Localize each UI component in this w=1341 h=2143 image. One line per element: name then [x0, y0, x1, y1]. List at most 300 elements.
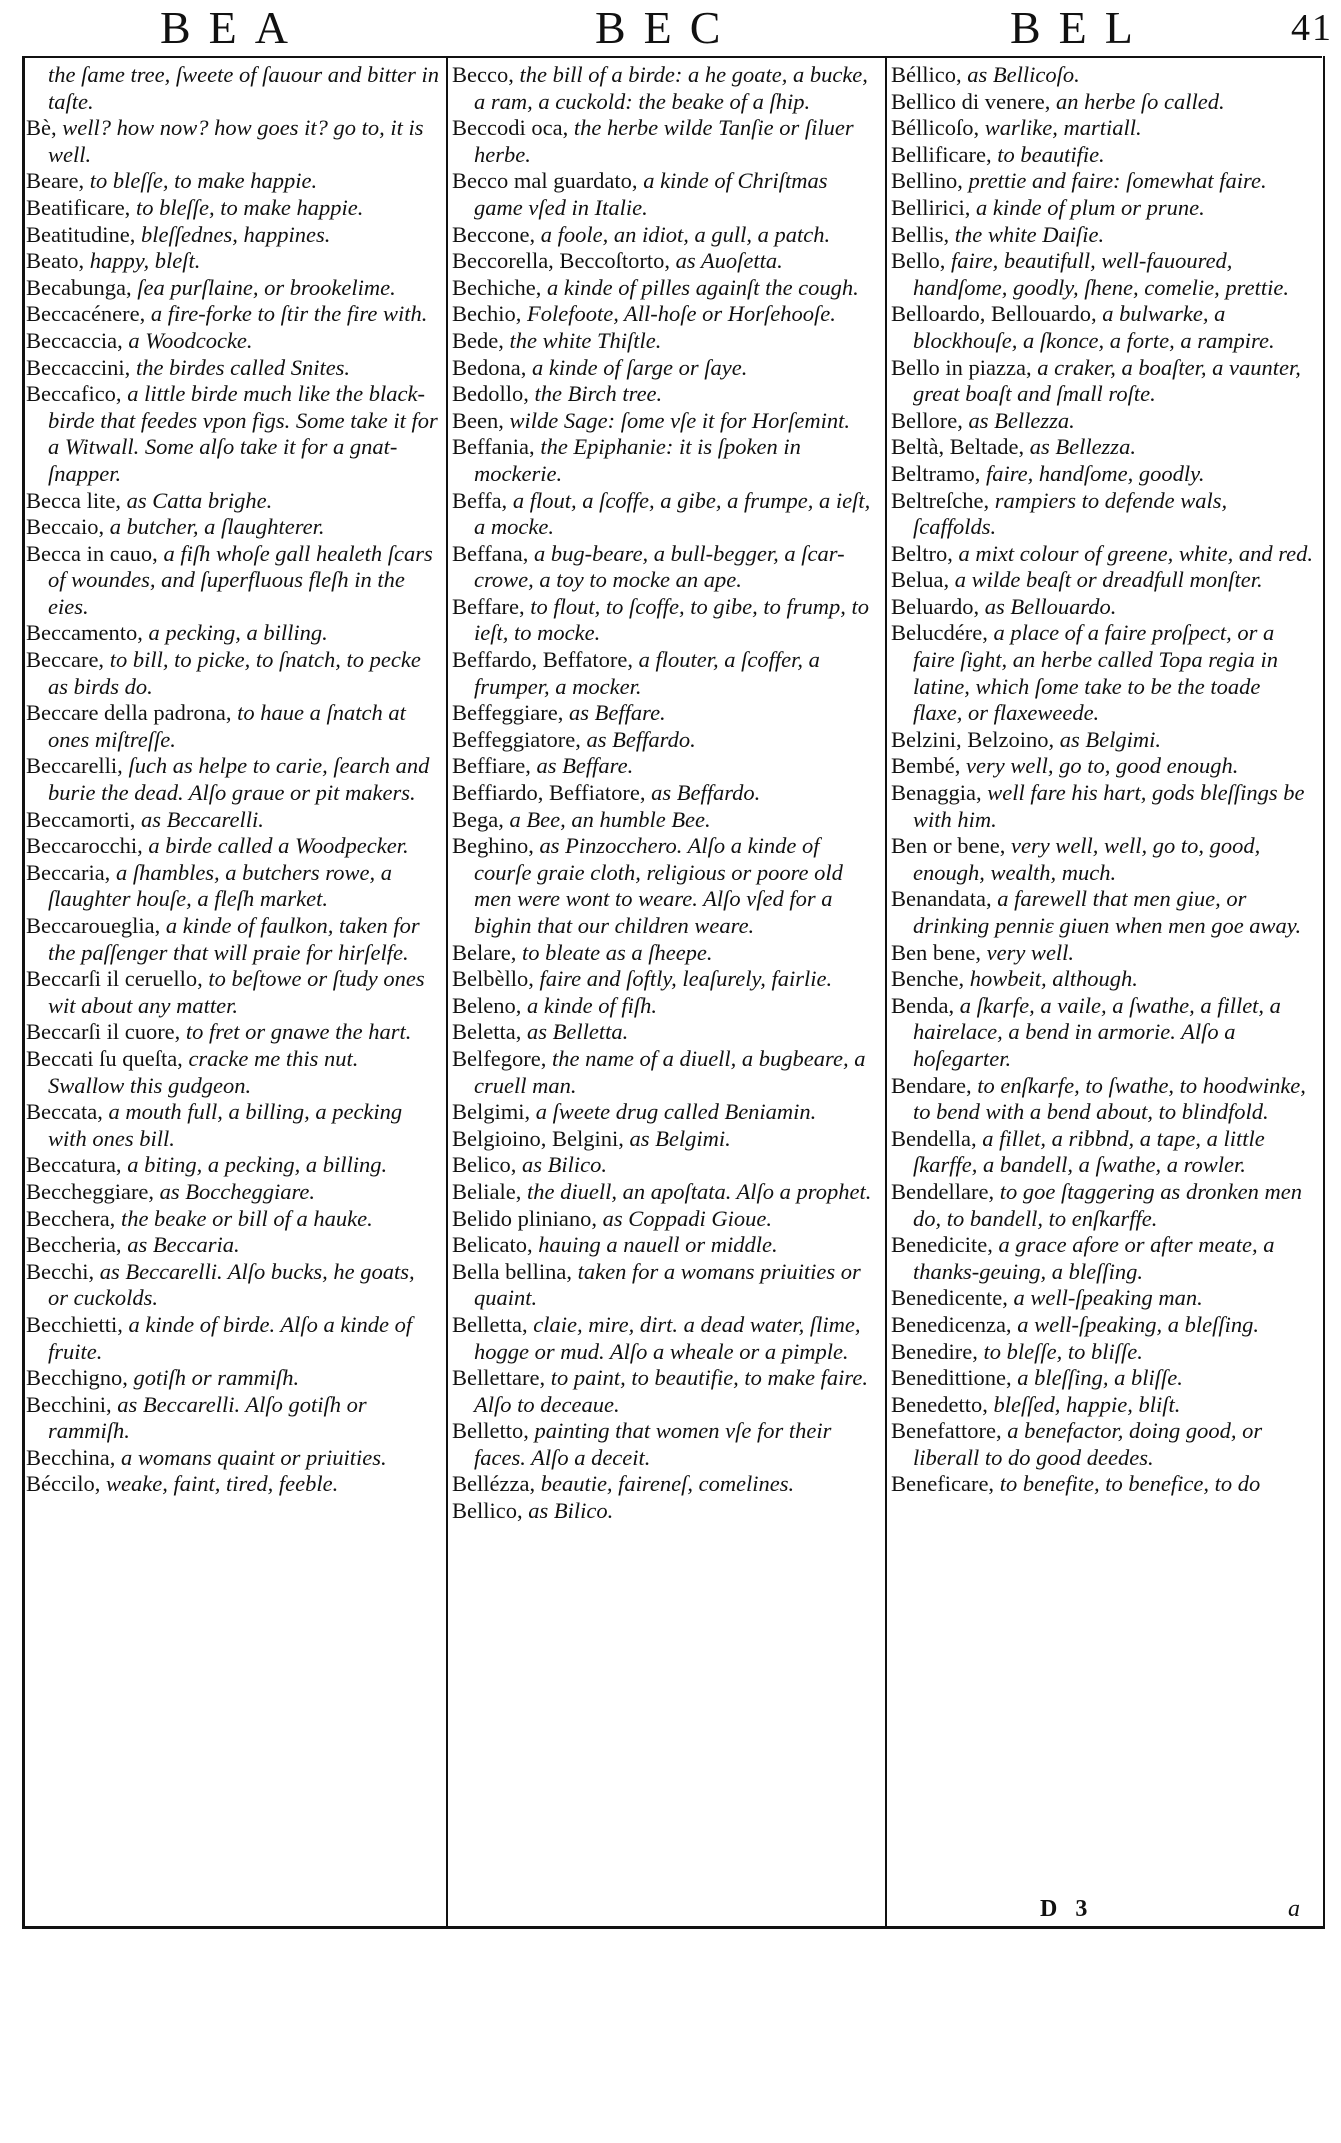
entry-headword: Belzini, Belzoino, — [891, 726, 1055, 752]
entry-headword: Bè, — [26, 115, 57, 141]
entry-headword: Bendare, — [891, 1072, 972, 1098]
entry-headword: Bellirici, — [891, 194, 971, 220]
column-2 — [452, 62, 880, 1525]
entry-headword: Beghino, — [452, 833, 534, 859]
dictionary-entry — [26, 833, 440, 860]
entry-definition: to paint, to beautifie, to make faire. Alſo to deceaue. — [474, 1365, 868, 1417]
entry-definition: rampiers to defende wals, ſcaffolds. — [913, 487, 1228, 540]
entry-headword: Benedetto, — [891, 1391, 988, 1417]
entry-definition: gotiſh or rammiſh. — [133, 1365, 300, 1391]
entry-headword: Beccamento, — [26, 620, 143, 646]
entry-definition: the Birch tree. — [534, 381, 663, 407]
entry-headword: Bendellare, — [891, 1178, 995, 1204]
entry-headword: Béccilo, — [26, 1471, 101, 1497]
entry-definition: a mouth full, a billing, a pecking with ones bill. — [48, 1099, 403, 1151]
dictionary-entry — [891, 461, 1315, 488]
entry-definition: to goe ſtaggering as dronken men do, to bandell, to enſkarffe. — [913, 1178, 1302, 1231]
dictionary-entry — [891, 115, 1315, 142]
dictionary-entry — [452, 301, 880, 328]
entry-definition: a biting, a pecking, a billing. — [127, 1152, 388, 1178]
entry-headword: Beltro, — [891, 540, 953, 566]
entry-headword: Belletto, — [452, 1418, 529, 1444]
entry-definition: a pecking, a billing. — [148, 620, 328, 646]
entry-headword: Bellettare, — [452, 1365, 546, 1391]
dictionary-entry — [26, 514, 440, 541]
entry-headword: Beleno, — [452, 992, 522, 1018]
dictionary-entry — [452, 434, 880, 487]
entry-definition: as Bellouardo. — [984, 593, 1117, 619]
dictionary-entry — [891, 567, 1315, 594]
entry-definition: as Boccheggiare. — [159, 1178, 316, 1204]
column-3 — [891, 62, 1315, 1498]
entry-definition: to bill, to picke, to ſnatch, to pecke as birds do. — [48, 647, 421, 699]
entry-headword: Beccarſi il cuore, — [26, 1019, 181, 1045]
entry-definition: well? how now? how goes it? go to, it is well. — [48, 115, 424, 167]
entry-definition: to bleate as a ſheepe. — [521, 939, 713, 965]
entry-definition: a kinde of ſarge or ſaye. — [531, 354, 748, 380]
entry-headword: Benda, — [891, 992, 955, 1018]
entry-headword: Beccaio, — [26, 514, 105, 540]
entry-definition: the birdes called Snites. — [135, 354, 351, 380]
signature-mark: D 3 — [1040, 1896, 1094, 1922]
column-1 — [26, 62, 440, 1498]
entry-headword: Belicato, — [452, 1232, 533, 1258]
dictionary-entry — [26, 1471, 440, 1498]
dictionary-entry — [891, 833, 1315, 886]
entry-headword: Belfegore, — [452, 1045, 547, 1071]
entry-headword: Ben or bene, — [891, 833, 1006, 859]
dictionary-entry — [26, 1365, 440, 1392]
dictionary-entry — [891, 753, 1315, 780]
dictionary-entry — [452, 647, 880, 700]
dictionary-entry — [26, 966, 440, 1019]
entry-definition: as Auoſetta. — [675, 248, 783, 274]
entry-definition: a Bee, an humble Bee. — [509, 806, 711, 832]
dictionary-entry — [452, 966, 880, 993]
dictionary-entry — [26, 647, 440, 700]
header-col3: BEL — [1010, 2, 1151, 53]
entry-definition: a place of a faire proſpect, or a faire ſight, an herbe called Topa regia in latine, which ſome take to be the toade flaxe, or flaxeweede. — [913, 620, 1278, 726]
entry-headword: Beccarelli, — [26, 753, 123, 779]
entry-headword: Beliale, — [452, 1178, 522, 1204]
entry-definition: to bleſſe, to bliſſe. — [983, 1338, 1143, 1364]
entry-definition: a farewell that men giue, or drinking penniε giuen when men goe away. — [913, 886, 1302, 938]
entry-definition: warlike, martiall. — [984, 115, 1142, 141]
dictionary-entry — [452, 1019, 880, 1046]
dictionary-entry — [891, 1232, 1315, 1285]
entry-definition: a birde called a Woodpecker. — [148, 833, 409, 859]
dictionary-entry — [891, 434, 1315, 461]
entry-headword: Bellico, — [452, 1498, 523, 1524]
entry-definition: to benefite, to benefice, to do — [999, 1471, 1261, 1497]
entry-definition: weake, faint, tired, feeble. — [105, 1471, 339, 1497]
dictionary-entry — [452, 1312, 880, 1365]
dictionary-entry — [452, 1206, 880, 1233]
entry-headword: Beltramo, — [891, 460, 981, 486]
dictionary-entry — [26, 1392, 440, 1445]
entry-headword: Benche, — [891, 966, 965, 992]
dictionary-entry — [26, 1445, 440, 1472]
entry-definition: the beake or bill of a hauke. — [120, 1205, 373, 1231]
dictionary-entry — [26, 168, 440, 195]
dictionary-entry — [891, 541, 1315, 568]
dictionary-entry — [891, 1073, 1315, 1126]
dictionary-entry — [26, 275, 440, 302]
dictionary-entry — [452, 700, 880, 727]
entry-headword: Beccamorti, — [26, 806, 136, 832]
dictionary-entry — [26, 62, 440, 115]
entry-headword: Beare, — [26, 168, 85, 194]
entry-definition: a fiſh whoſe gall healeth ſcars of woundes, and ſuperfluous fleſh in the eies. — [48, 540, 433, 619]
dictionary-entry — [452, 780, 880, 807]
entry-headword: Beccaccia, — [26, 327, 123, 353]
entry-definition: as Beffare. — [569, 700, 666, 726]
entry-headword: Becca lite, — [26, 487, 121, 513]
entry-headword: Beneficare, — [891, 1471, 995, 1497]
entry-definition: hauing a nauell or middle. — [538, 1232, 778, 1258]
dictionary-entry — [891, 993, 1315, 1073]
entry-headword: Becco, — [452, 62, 514, 87]
dictionary-entry — [452, 833, 880, 939]
entry-definition: ſea purſlaine, or brookelime. — [137, 274, 396, 300]
entry-definition: a ſkarfe, a vaile, a ſwathe, a fillet, a hairelace, a bend in armorie. Alſo a hoſegarter. — [913, 992, 1281, 1071]
dictionary-entry — [891, 142, 1315, 169]
dictionary-entry — [26, 248, 440, 275]
entry-headword: Bellico di venere, — [891, 88, 1051, 114]
entry-definition: to enſkarfe, to ſwathe, to hoodwinke, to bend with a bend about, to blindfold. — [913, 1072, 1306, 1125]
dictionary-entry — [452, 1179, 880, 1206]
entry-definition: as Bellezza. — [968, 407, 1075, 433]
entry-headword: Benandata, — [891, 886, 992, 912]
dictionary-entry — [891, 355, 1315, 408]
page-number: 41 — [1291, 7, 1333, 49]
entry-headword: Belloardo, Bellouardo, — [891, 301, 1097, 327]
entry-definition: wilde Sage: ſome vſe it for Horſemint. — [509, 407, 851, 433]
entry-headword: Bellézza, — [452, 1471, 536, 1497]
entry-headword: Belua, — [891, 567, 950, 593]
entry-headword: Beffiardo, Beffiatore, — [452, 780, 646, 806]
column-divider-2 — [885, 56, 887, 1926]
dictionary-entry — [452, 328, 880, 355]
dictionary-entry — [26, 1179, 440, 1206]
entry-definition: as Beccarelli. Alſo bucks, he goats, or cuckolds. — [48, 1258, 415, 1311]
entry-headword: Beccatura, — [26, 1152, 122, 1178]
dictionary-entry — [891, 620, 1315, 726]
dictionary-entry — [891, 1339, 1315, 1366]
dictionary-entry — [452, 1471, 880, 1498]
entry-headword: Beccorella, Beccoſtorto, — [452, 248, 671, 274]
dictionary-entry — [452, 62, 880, 115]
entry-definition: to fret or gnawe the hart. — [185, 1019, 412, 1045]
entry-headword: Beatitudine, — [26, 221, 136, 247]
entry-definition: to bleſſe, to make happie. — [89, 168, 318, 194]
entry-definition: the ſame tree, ſweete of ſauour and bitter in taſte. — [48, 62, 439, 114]
entry-headword: Becco mal guardato, — [452, 168, 638, 194]
dictionary-entry — [452, 1418, 880, 1471]
entry-definition: as Catta brighe. — [126, 487, 273, 513]
dictionary-entry — [452, 1498, 880, 1525]
entry-definition: a bulwarke, a blockhouſe, a ſkonce, a forte, a rampire. — [913, 301, 1275, 353]
entry-headword: Beffeggiatore, — [452, 726, 581, 752]
dictionary-entry — [891, 1365, 1315, 1392]
entry-headword: Beccarſi il ceruello, — [26, 966, 203, 992]
entry-headword: Bechio, — [452, 301, 522, 327]
entry-definition: a kinde of Chriſtmas game vſed in Italie. — [474, 168, 828, 220]
dictionary-entry — [891, 1179, 1315, 1232]
entry-definition: taken for a womans priuities or quaint. — [474, 1258, 861, 1311]
dictionary-entry — [452, 248, 880, 275]
entry-definition: a bleſſing, a bliſſe. — [1017, 1365, 1183, 1391]
dictionary-entry — [26, 115, 440, 168]
dictionary-entry — [891, 780, 1315, 833]
dictionary-entry — [452, 381, 880, 408]
dictionary-entry — [26, 753, 440, 806]
dictionary-entry — [452, 168, 880, 221]
dictionary-entry — [891, 594, 1315, 621]
dictionary-entry — [452, 993, 880, 1020]
entry-definition: the diuell, an apoſtata. Alſo a prophet. — [526, 1178, 872, 1204]
entry-definition: as Beccaria. — [127, 1232, 240, 1258]
entry-headword: Benedire, — [891, 1338, 978, 1364]
dictionary-entry — [452, 1046, 880, 1099]
dictionary-entry — [891, 488, 1315, 541]
entry-definition: as Beffare. — [536, 753, 634, 779]
dictionary-entry — [891, 222, 1315, 249]
entry-definition: very well, well, go to, good, enough, wealth, much. — [913, 833, 1261, 885]
page-footer — [0, 1896, 1341, 1924]
entry-definition: howbeit, although. — [969, 966, 1138, 992]
entry-headword: Beccata, — [26, 1099, 103, 1125]
dictionary-entry — [26, 1019, 440, 1046]
dictionary-entry — [26, 1046, 440, 1099]
entry-definition: to haue a ſnatch at ones miſtreſſe. — [48, 700, 406, 752]
entry-definition: as Belgimi. — [1059, 726, 1161, 752]
dictionary-entry — [26, 328, 440, 355]
entry-headword: Beffare, — [452, 593, 525, 619]
entry-headword: Bedona, — [452, 354, 527, 380]
dictionary-entry — [891, 1285, 1315, 1312]
dictionary-entry — [452, 1232, 880, 1259]
entry-definition: the Epiphanie: it is ſpoken in mockerie. — [474, 434, 801, 486]
entry-headword: Béllicoſo, — [891, 115, 980, 141]
entry-definition: as Beccarelli. Alſo gotiſh or rammiſh. — [48, 1391, 367, 1444]
dictionary-entry — [891, 727, 1315, 754]
dictionary-entry — [452, 807, 880, 834]
entry-headword: Beccone, — [452, 221, 536, 247]
dictionary-entry — [452, 222, 880, 249]
dictionary-entry — [452, 1126, 880, 1153]
entry-definition: to bleſſe, to make happie. — [135, 194, 364, 220]
entry-headword: Bechiche, — [452, 274, 542, 300]
dictionary-entry — [891, 62, 1315, 89]
entry-definition: a well-ſpeaking man. — [1013, 1285, 1203, 1311]
column-divider-1 — [446, 56, 448, 1926]
entry-definition: a flout, a ſcoffe, a gibe, a frumpe, a ieſt, a mocke. — [474, 487, 871, 540]
dictionary-entry — [26, 1099, 440, 1152]
dictionary-entry — [891, 301, 1315, 354]
entry-definition: a fire-forke to ſtir the fire with. — [150, 301, 428, 327]
entry-headword: Bellis, — [891, 221, 950, 247]
entry-headword: Ben bene, — [891, 939, 981, 965]
entry-headword: Belico, — [452, 1152, 517, 1178]
dictionary-entry — [26, 1232, 440, 1259]
dictionary-entry — [452, 408, 880, 435]
dictionary-entry — [891, 408, 1315, 435]
dictionary-entry — [452, 488, 880, 541]
dictionary-entry — [891, 1126, 1315, 1179]
dictionary-entry — [452, 355, 880, 382]
header-col1: BEA — [160, 2, 306, 53]
entry-headword: Beccarocchi, — [26, 833, 143, 859]
entry-headword: Becca in cauo, — [26, 540, 158, 566]
dictionary-entry — [891, 1312, 1315, 1339]
entry-headword: Beffania, — [452, 434, 535, 460]
dictionary-entry — [26, 355, 440, 382]
entry-headword: Beluardo, — [891, 593, 980, 619]
entry-headword: Beccodi oca, — [452, 115, 569, 141]
entry-definition: the herbe wilde Tanſie or ſiluer herbe. — [474, 115, 854, 167]
entry-definition: a womans quaint or priuities. — [120, 1444, 387, 1470]
entry-headword: Belletta, — [452, 1311, 528, 1337]
entry-headword: Beffa, — [452, 487, 508, 513]
entry-headword: Beffardo, Beffatore, — [452, 647, 633, 673]
entry-headword: Beato, — [26, 248, 85, 274]
entry-definition: a little birde much like the black-birde that feedes vpon figs. Some take it for a Witwall. Some alſo take it for a gnat-ſnapper. — [48, 381, 438, 486]
entry-definition: a kinde of pilles againſt the cough. — [546, 274, 859, 300]
entry-headword: Beletta, — [452, 1019, 522, 1045]
entry-headword: Bellore, — [891, 407, 963, 433]
entry-definition: a ſweete drug called Beniamin. — [535, 1099, 817, 1125]
entry-headword: Becchigno, — [26, 1365, 128, 1391]
dictionary-entry — [26, 222, 440, 249]
entry-headword: Beltreſche, — [891, 487, 990, 513]
entry-headword: Belido pliniano, — [452, 1205, 597, 1231]
dictionary-entry — [26, 620, 440, 647]
dictionary-entry — [452, 541, 880, 594]
entry-definition: claie, mire, dirt. a dead water, ſlime, hogge or mud. Alſo a wheale or a pimple. — [474, 1311, 861, 1364]
entry-definition: a well-ſpeaking, a bleſſing. — [1017, 1311, 1260, 1337]
entry-definition: a foole, an idiot, a gull, a patch. — [540, 221, 831, 247]
entry-headword: Bello, — [891, 248, 946, 274]
entry-definition: faire and ſoftly, leaſurely, fairlie. — [539, 966, 833, 992]
entry-definition: a kinde of birde. Alſo a kinde of fruite. — [48, 1311, 413, 1364]
entry-headword: Beccheggiare, — [26, 1178, 155, 1204]
entry-definition: a kinde of fiſh. — [526, 992, 657, 1018]
entry-definition: an herbe ſo called. — [1055, 88, 1225, 114]
entry-headword: Beccaccini, — [26, 354, 131, 380]
dictionary-entry — [26, 860, 440, 913]
entry-definition: beautie, faireneſ, comelines. — [540, 1471, 795, 1497]
entry-definition: a grace afore or after meate, a thanks-geuing, a bleſſing. — [913, 1232, 1275, 1284]
entry-headword: Beffana, — [452, 540, 529, 566]
entry-definition: as Belgimi. — [629, 1125, 731, 1151]
entry-headword: Benaggia, — [891, 780, 982, 806]
entry-headword: Benedicenza, — [891, 1311, 1012, 1337]
dictionary-entry — [26, 1152, 440, 1179]
entry-definition: as Bilico. — [528, 1498, 614, 1524]
dictionary-entry — [452, 275, 880, 302]
entry-headword: Bega, — [452, 806, 504, 832]
entry-definition: a Woodcocke. — [128, 327, 253, 353]
entry-headword: Becchera, — [26, 1205, 116, 1231]
entry-definition: bleſſednes, happines. — [140, 221, 331, 247]
entry-headword: Benedicente, — [891, 1285, 1008, 1311]
dictionary-entry — [26, 381, 440, 487]
entry-headword: Benedittione, — [891, 1365, 1012, 1391]
dictionary-entry — [26, 1312, 440, 1365]
dictionary-entry — [891, 1392, 1315, 1419]
entry-definition: as Beffardo. — [586, 726, 696, 752]
dictionary-entry — [452, 753, 880, 780]
dictionary-entry — [452, 1152, 880, 1179]
entry-headword: Beccati ſu queſta, — [26, 1045, 183, 1071]
dictionary-entry — [891, 1418, 1315, 1471]
dictionary-entry — [452, 115, 880, 168]
dictionary-entry — [452, 727, 880, 754]
dictionary-entry — [26, 488, 440, 515]
entry-definition: a ſhambles, a butchers rowe, a ſlaughter houſe, a fleſh market. — [48, 859, 392, 912]
entry-headword: Benefattore, — [891, 1418, 1002, 1444]
dictionary-entry — [26, 541, 440, 621]
entry-headword: Bella bellina, — [452, 1258, 572, 1284]
entry-definition: a kinde of faulkon, taken for the paſſenger that will praie for hirſelfe. — [48, 913, 420, 965]
entry-definition: bleſſed, happie, bliſt. — [993, 1391, 1181, 1417]
entry-headword: Becchi, — [26, 1258, 95, 1284]
entry-definition: prettie and faire: ſomewhat faire. — [968, 168, 1267, 194]
entry-headword: Belbèllo, — [452, 966, 534, 992]
dictionary-entry — [26, 807, 440, 834]
entry-definition: the bill of a birde: a he goate, a bucke, a ram, a cuckold: the beake of a ſhip. — [474, 62, 868, 114]
entry-headword: Bellino, — [891, 168, 963, 194]
entry-definition: as Bilico. — [521, 1152, 607, 1178]
entry-definition: happy, bleſt. — [89, 248, 201, 274]
entry-headword: Becabunga, — [26, 274, 132, 300]
entry-definition: painting that women vſe for their faces. Alſo a deceit. — [474, 1418, 832, 1470]
entry-headword: Becchina, — [26, 1444, 116, 1470]
entry-definition: faire, beautifull, well-fauoured, handſome, goodly, ſhene, comelie, prettie. — [913, 248, 1289, 300]
entry-headword: Beccheria, — [26, 1232, 122, 1258]
dictionary-entry — [452, 1259, 880, 1312]
entry-headword: Belucdére, — [891, 620, 988, 646]
entry-definition: a fillet, a ribbnd, a tape, a little ſkarffe, a bandell, a ſwathe, a rowler. — [913, 1125, 1265, 1178]
entry-definition: cracke me this nut. Swallow this gudgeon. — [48, 1045, 359, 1098]
dictionary-entry — [26, 700, 440, 753]
entry-headword: Bello in piazza, — [891, 354, 1032, 380]
entry-headword: Beccare della padrona, — [26, 700, 232, 726]
entry-headword: Bedollo, — [452, 381, 529, 407]
entry-definition: as Bellezza. — [1029, 434, 1136, 460]
dictionary-entry — [891, 886, 1315, 939]
dictionary-entry — [891, 966, 1315, 993]
entry-definition: as Bellicoſo. — [967, 62, 1080, 87]
dictionary-entry — [891, 940, 1315, 967]
dictionary-entry — [26, 913, 440, 966]
entry-definition: to beautifie. — [997, 141, 1105, 167]
entry-headword: Beccacénere, — [26, 301, 146, 327]
entry-definition: faire, handſome, goodly. — [985, 460, 1205, 486]
dictionary-entry — [891, 89, 1315, 116]
entry-headword: Bede, — [452, 327, 504, 353]
dictionary-entry — [891, 1471, 1315, 1498]
entry-definition: a bug-beare, a bull-begger, a ſcar-crowe, a toy to mocke an ape. — [474, 540, 845, 593]
entry-headword: Beatificare, — [26, 194, 131, 220]
entry-headword: Bellificare, — [891, 141, 992, 167]
entry-definition: the white Daiſie. — [954, 221, 1105, 247]
entry-headword: Beffeggiare, — [452, 700, 564, 726]
entry-definition: Folefoote, All-hoſe or Horſehooſe. — [526, 301, 836, 327]
entry-definition: a benefactor, doing good, or liberall to do good deedes. — [913, 1418, 1263, 1470]
catchword: a — [1288, 1896, 1300, 1922]
